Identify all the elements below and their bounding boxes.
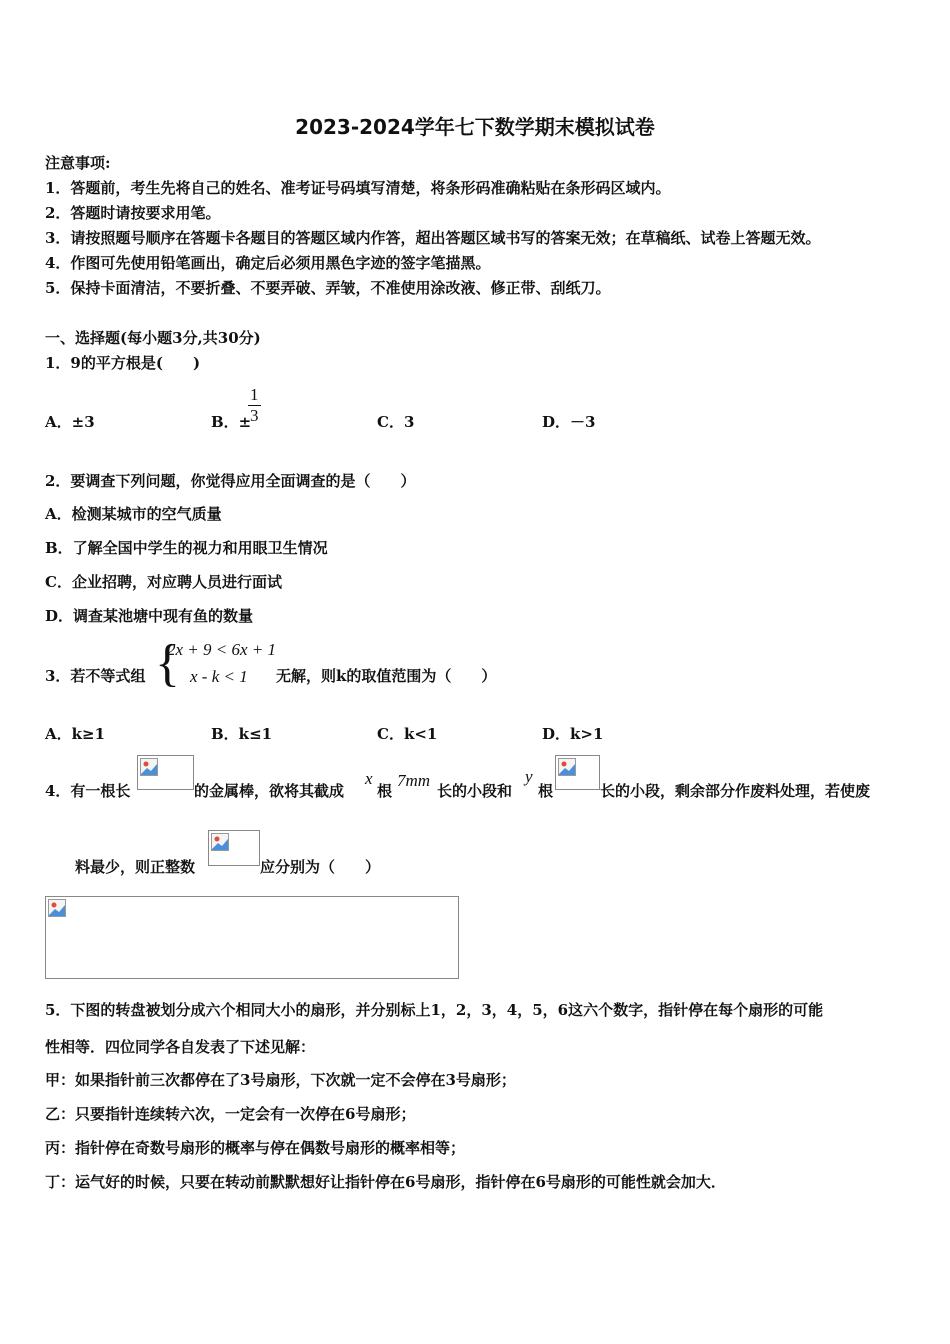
q3-option-c: C．k<1 — [377, 725, 438, 743]
q4-length: 7mm — [397, 771, 431, 790]
q4-text-4: 长的小段和 — [437, 782, 513, 800]
q4-text-7: 料最少，则正整数 — [75, 858, 196, 876]
q4-text-1: 4．有一根长 — [45, 782, 131, 800]
q3-suffix: 无解，则k的取值范围为（ ） — [276, 667, 497, 685]
q5-view-ding: 丁：运气好的时候，只要在转动前默默想好让指针停在6号扇形，指针停在6号扇形的可能性就会加大． — [45, 1173, 726, 1191]
q4-text-8: 应分别为（ ） — [260, 858, 381, 876]
q5-stem-2: 性相等．四位同学各自发表了下述见解： — [45, 1038, 316, 1056]
q1-stem: 1．9的平方根是( ) — [45, 354, 201, 372]
q4-text-3: 根 — [377, 782, 393, 800]
q4-var-x: x — [365, 769, 373, 788]
q1-option-b-prefix: B．± — [211, 413, 252, 431]
q3-inequality-1: 2x + 9 < 6x + 1 — [167, 640, 277, 659]
broken-image-icon — [555, 755, 600, 790]
q1-option-d: D．－3 — [542, 413, 596, 431]
q5-view-bing: 丙：指针停在奇数号扇形的概率与停在偶数号扇形的概率相等； — [45, 1139, 466, 1157]
q5-view-jia: 甲：如果指针前三次都停在了3号扇形，下次就一定不会停在3号扇形； — [45, 1071, 516, 1089]
q2-option-a: A．检测某城市的空气质量 — [45, 505, 222, 523]
notice-item-4: 4．作图可先使用铅笔画出，确定后必须用黑色字迹的签字笔描黑。 — [45, 254, 491, 272]
broken-image-options — [45, 896, 459, 979]
q1-option-b-fraction — [248, 385, 261, 426]
q5-view-yi: 乙：只要指针连续转六次，一定会有一次停在6号扇形； — [45, 1105, 416, 1123]
q3-option-d: D．k>1 — [542, 725, 604, 743]
q2-option-d: D．调查某池塘中现有鱼的数量 — [45, 607, 254, 625]
q4-text-6: 长的小段，剩余部分作废料处理，若使废 — [600, 782, 871, 800]
section-heading: 一、选择题(每小题3分,共30分) — [45, 329, 261, 347]
notice-item-5: 5．保持卡面清洁，不要折叠、不要弄破、弄皱，不准使用涂改液、修正带、刮纸刀。 — [45, 279, 611, 297]
q3-inequality-2: x - k < 1 — [190, 667, 248, 686]
fraction-denominator: 3 — [250, 406, 259, 425]
q1-option-a: A．±3 — [45, 413, 95, 431]
q3-option-a: A．k≥1 — [45, 725, 106, 743]
q2-option-c: C．企业招聘，对应聘人员进行面试 — [45, 573, 282, 591]
notice-item-3: 3．请按照题号顺序在答题卡各题目的答题区域内作答，超出答题区域书写的答案无效；在草稿纸、试卷上答题无效。 — [45, 229, 821, 247]
q3-prefix: 3．若不等式组 — [45, 667, 146, 685]
q2-stem: 2．要调查下列问题，你觉得应用全面调查的是（ ） — [45, 472, 416, 490]
fraction-numerator: 1 — [250, 385, 259, 404]
q5-stem-1: 5．下图的转盘被划分成六个相同大小的扇形，并分别标上1，2，3，4，5，6这六个数字，指针停在每个扇形的可能 — [45, 1001, 824, 1019]
notice-item-1: 1．答题前，考生先将自己的姓名、准考证号码填写清楚，将条形码准确粘贴在条形码区域内。 — [45, 179, 671, 197]
brace-symbol: { — [155, 635, 180, 692]
q4-text-5: 根 — [538, 782, 554, 800]
page-title: 2023-2024学年七下数学期末模拟试卷 — [295, 115, 655, 139]
broken-image-icon — [208, 830, 260, 866]
q2-option-b: B．了解全国中学生的视力和用眼卫生情况 — [45, 539, 328, 557]
notice-item-2: 2．答题时请按要求用笔。 — [45, 204, 221, 222]
notice-heading: 注意事项: — [45, 154, 111, 172]
q1-option-c: C．3 — [377, 413, 415, 431]
q4-var-y: y — [525, 767, 533, 786]
broken-image-icon — [137, 755, 194, 790]
q3-option-b: B．k≤1 — [211, 725, 273, 743]
q4-text-2: 的金属棒，欲将其截成 — [194, 782, 345, 800]
